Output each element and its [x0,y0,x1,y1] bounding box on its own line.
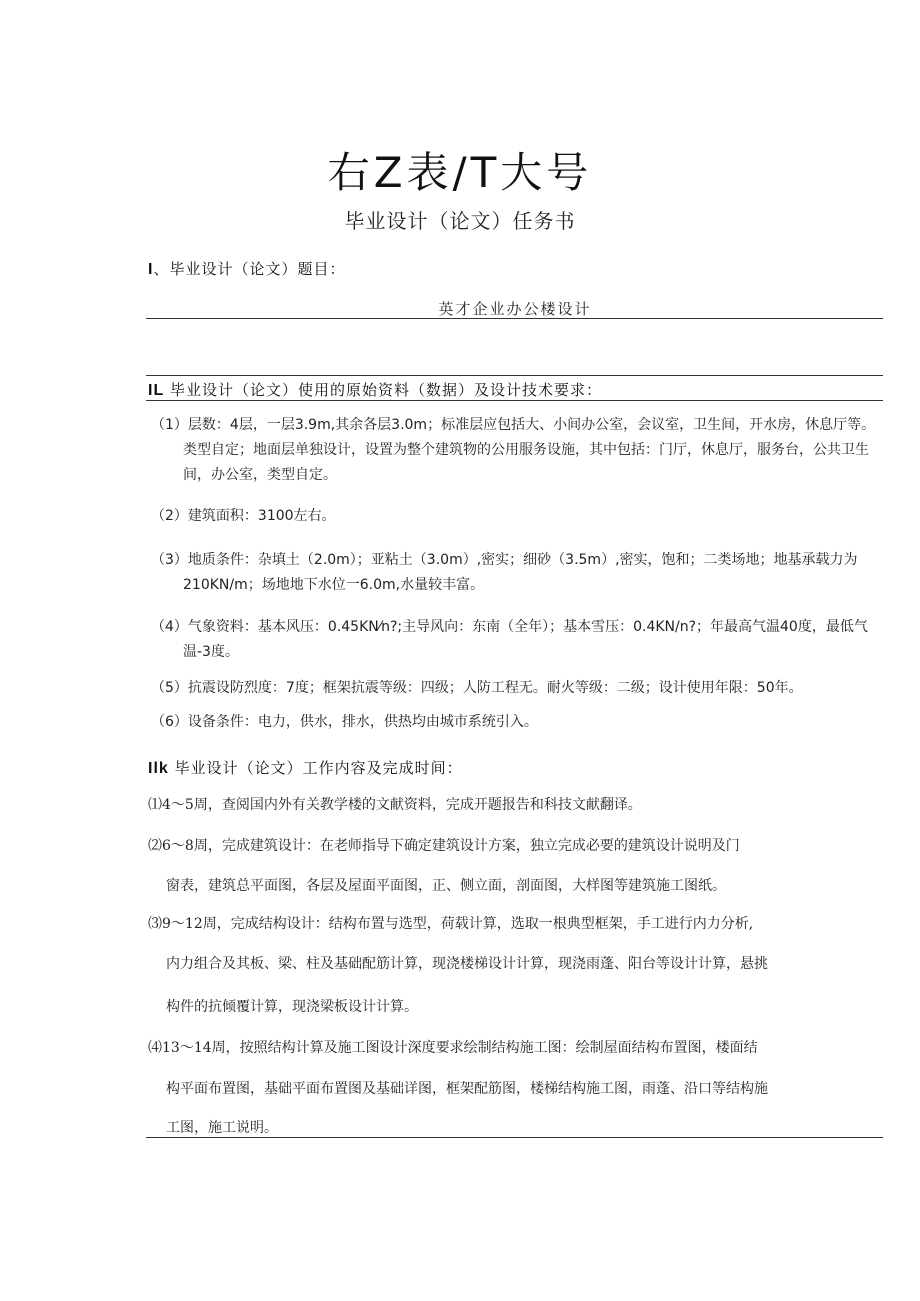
section-2-number: IL [148,382,165,399]
schedule-line: ⑷13～14周，按照结构计算及施工图设计深度要求绘制结构施工图：绘制屋面结构布置图，楼面结 [148,1040,758,1056]
list-item [151,676,883,701]
requirement-text: （4）气象资料：基本风压：0.45KN⁄n?;主导风向：东南（全年）；基本雪压：0.4KN/n?；年最高气温40度，最低气温-3度。 [151,619,868,660]
list-item [151,548,883,598]
schedule-line: ⑶9～12周，完成结构设计：结构布置与选型，荷载计算，选取一根典型框架，手工进行内力分析, [148,916,754,932]
list-item [151,504,883,529]
section-2-heading [148,379,602,400]
document-title: 毕业设计（论文）任务书 [344,209,576,233]
divider [146,400,883,401]
list-item [151,615,883,665]
divider [146,375,883,376]
schedule-line: ⑴4～5周，查阅国内外有关教学楼的文献资料，完成开题报告和科技文献翻译。 [148,797,642,813]
thesis-topic: 英才企业办公楼设计 [438,300,592,318]
requirement-text: （5）抗震设防烈度：7度；框架抗震等级：四级；人防工程无。耐火等级：二级；设计使用年限：50年。 [151,680,803,696]
list-item [151,710,883,735]
section-1-heading [148,258,345,279]
schedule-line: 窗表，建筑总平面图，各层及屋面平面图，正、侧立面，剖面图，大样图等建筑施工图纸。 [166,878,726,894]
section-1-number: I [148,261,154,278]
requirement-text: （6）设备条件：电力，供水，排水，供热均由城市系统引入。 [151,714,538,730]
requirement-text: （3）地质条件：杂填土（2.0m）；亚粘土（3.0m）,密实；细砂（3.5m）,密实，饱和；二类场地；地基承载力为210KN/m；场地地下水位一6.0m,水量较丰富。 [151,552,858,593]
section-3-number: Ilk [148,760,169,777]
requirement-text: （2）建筑面积：3100左右。 [151,508,336,524]
schedule-line: 构件的抗倾覆计算，现浇梁板设计计算。 [166,999,418,1015]
list-item [151,413,883,488]
schedule-line: 内力组合及其板、梁、柱及基础配筋计算，现浇楼梯设计计算，现浇雨蓬、阳台等设计计算，悬挑 [166,956,768,972]
divider [146,318,883,319]
section-1-label: 、毕业设计（论文）题目： [153,260,346,278]
divider [146,1137,883,1138]
schedule-line: 构平面布置图，基础平面布置图及基础详图，框架配筋图，楼梯结构施工图，雨蓬、沿口等结构施 [166,1081,768,1097]
section-3-heading [148,757,463,778]
section-3-label: 毕业设计（论文）工作内容及完成时间： [174,759,463,777]
schedule-line: ⑵6～8周，完成建筑设计：在老师指导下确定建筑设计方案，独立完成必要的建筑设计说明及门 [148,838,740,854]
schedule-line: 工图，施工说明。 [166,1120,278,1136]
section-2-label: 毕业设计（论文）使用的原始资料（数据）及设计技术要求： [170,381,603,399]
requirement-text: （1）层数：4层，一层3.9m,其余各层3.0m；标准层应包括大、小间办公室，会议室，卫生间，开水房，休息厅等。类型自定；地面层单独设计，设置为整个建筑物的公用服务设施，其中包括：门厅，休息厅，服务台，公共卫生间，办公室，类型自定。 [151,417,876,483]
university-name: 右Z表/T大号 [327,148,593,197]
